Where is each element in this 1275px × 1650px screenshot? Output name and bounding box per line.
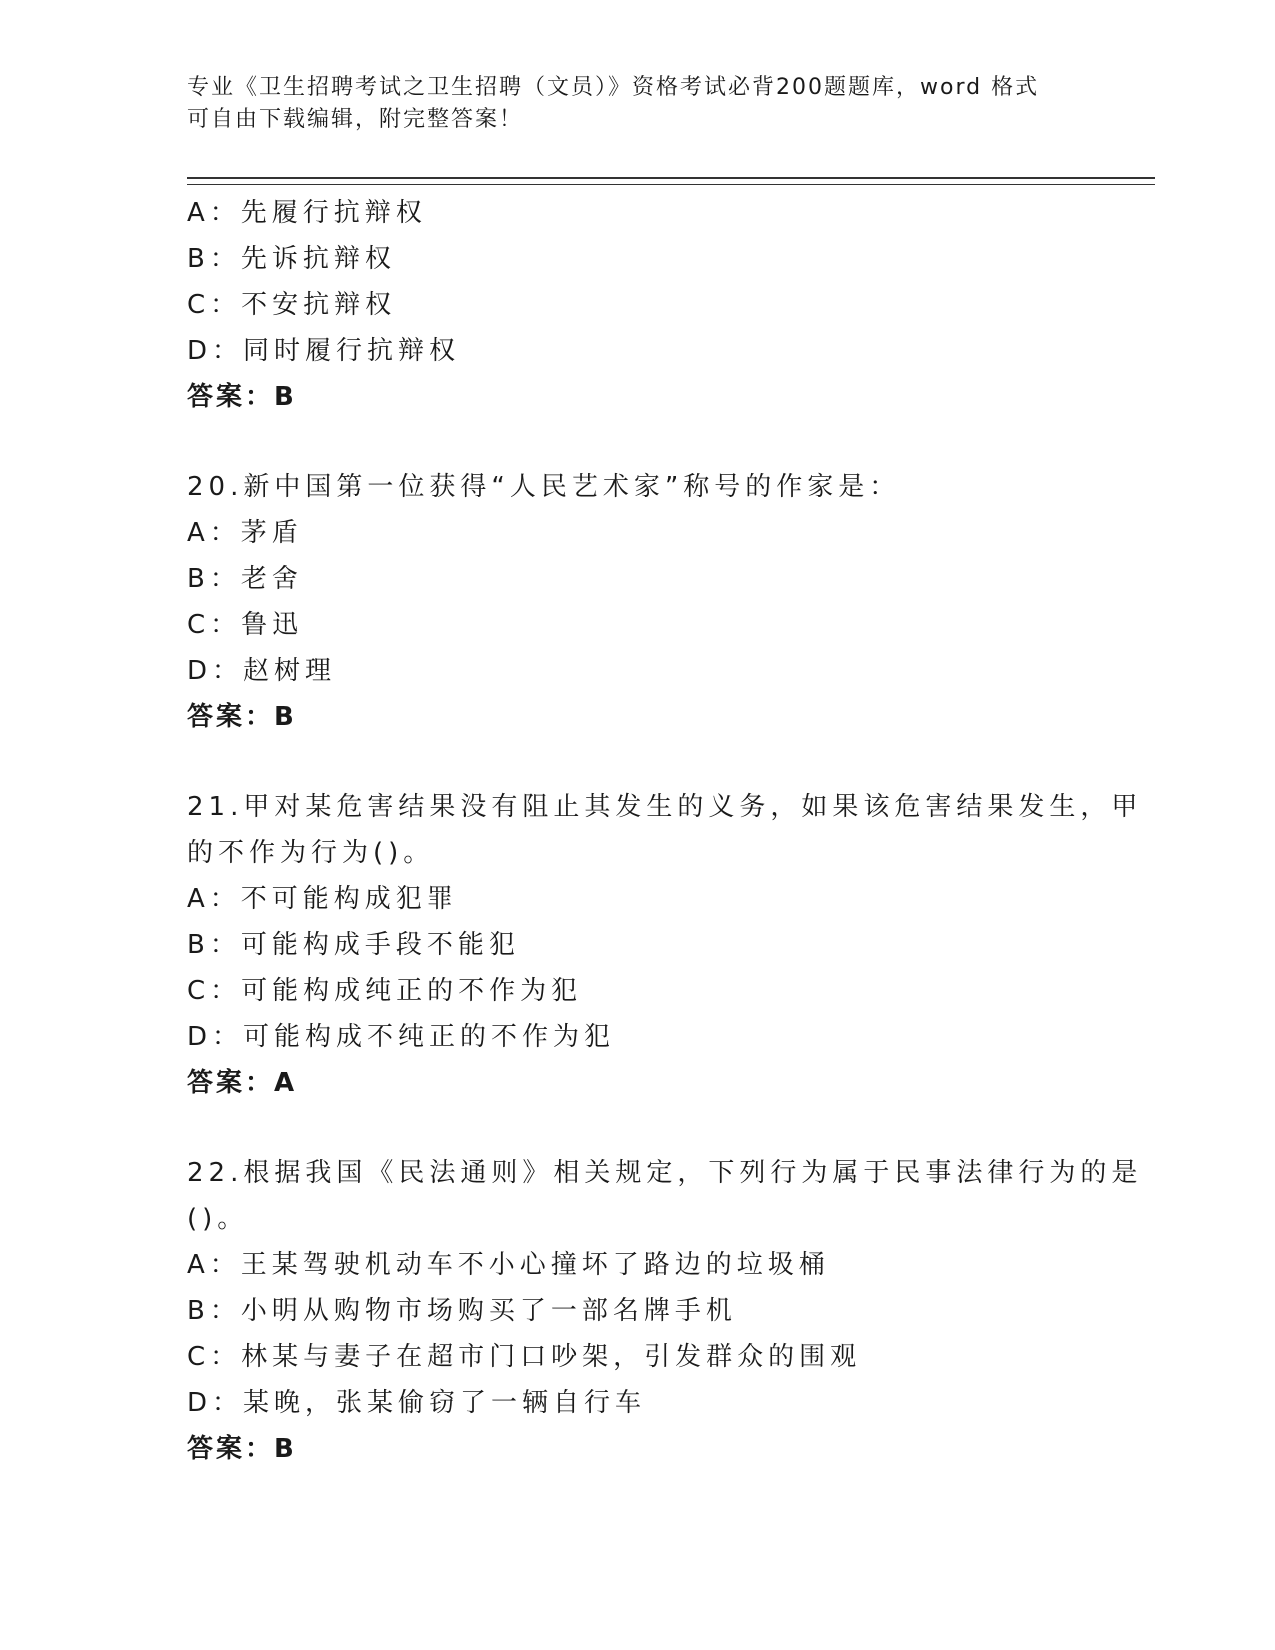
spacer: [187, 1106, 1087, 1150]
answer-label: 答案：B: [187, 382, 297, 412]
option-c: C：可能构成纯正的不作为犯: [187, 976, 583, 1006]
question-text-line-1: 21.甲对某危害结果没有阻止其发生的义务，如果该危害结果发生，甲: [187, 792, 1143, 822]
question-text-line-1: 22.根据我国《民法通则》相关规定，下列行为属于民事法律行为的是: [187, 1158, 1143, 1188]
header-title-line-1: 专业《卫生招聘考试之卫生招聘（文员）》资格考试必背200题题库，word 格式: [187, 75, 1040, 100]
option-b: B：先诉抗辩权: [187, 244, 396, 274]
question-22-block: [187, 1150, 1143, 1472]
header-divider: [187, 177, 1155, 185]
option-c: C：鲁迅: [187, 610, 304, 640]
option-d: D：某晚，张某偷窃了一辆自行车: [187, 1388, 647, 1418]
question-text-line-2: ()。: [187, 1204, 249, 1234]
question-21-block: [187, 784, 1143, 1106]
option-a: A：王某驾驶机动车不小心撞坏了路边的垃圾桶: [187, 1250, 830, 1280]
document-header: [187, 72, 1067, 136]
answer-label: 答案：B: [187, 702, 297, 732]
question-text: 20.新中国第一位获得“人民艺术家”称号的作家是：: [187, 472, 901, 502]
question-19-block: [187, 190, 1087, 420]
option-a: A：不可能构成犯罪: [187, 884, 458, 914]
answer-label: 答案：B: [187, 1434, 297, 1464]
option-a: A：茅盾: [187, 518, 303, 548]
spacer: [187, 740, 1087, 784]
option-b: B：老舍: [187, 564, 303, 594]
question-text-line-2: 的不作为行为()。: [187, 838, 435, 868]
header-title-line-2: 可自由下载编辑，附完整答案！: [187, 107, 524, 132]
option-c: C：林某与妻子在超市门口吵架，引发群众的围观: [187, 1342, 862, 1372]
question-list: [187, 190, 1143, 1472]
option-a: A：先履行抗辩权: [187, 198, 427, 228]
question-20-block: [187, 464, 1087, 740]
spacer: [187, 420, 1087, 464]
option-d: D：可能构成不纯正的不作为犯: [187, 1022, 616, 1052]
option-b: B：小明从购物市场购买了一部名牌手机: [187, 1296, 737, 1326]
option-d: D：赵树理: [187, 656, 337, 686]
option-c: C：不安抗辩权: [187, 290, 397, 320]
option-d: D：同时履行抗辩权: [187, 336, 461, 366]
option-b: B：可能构成手段不能犯: [187, 930, 520, 960]
answer-label: 答案：A: [187, 1068, 298, 1098]
